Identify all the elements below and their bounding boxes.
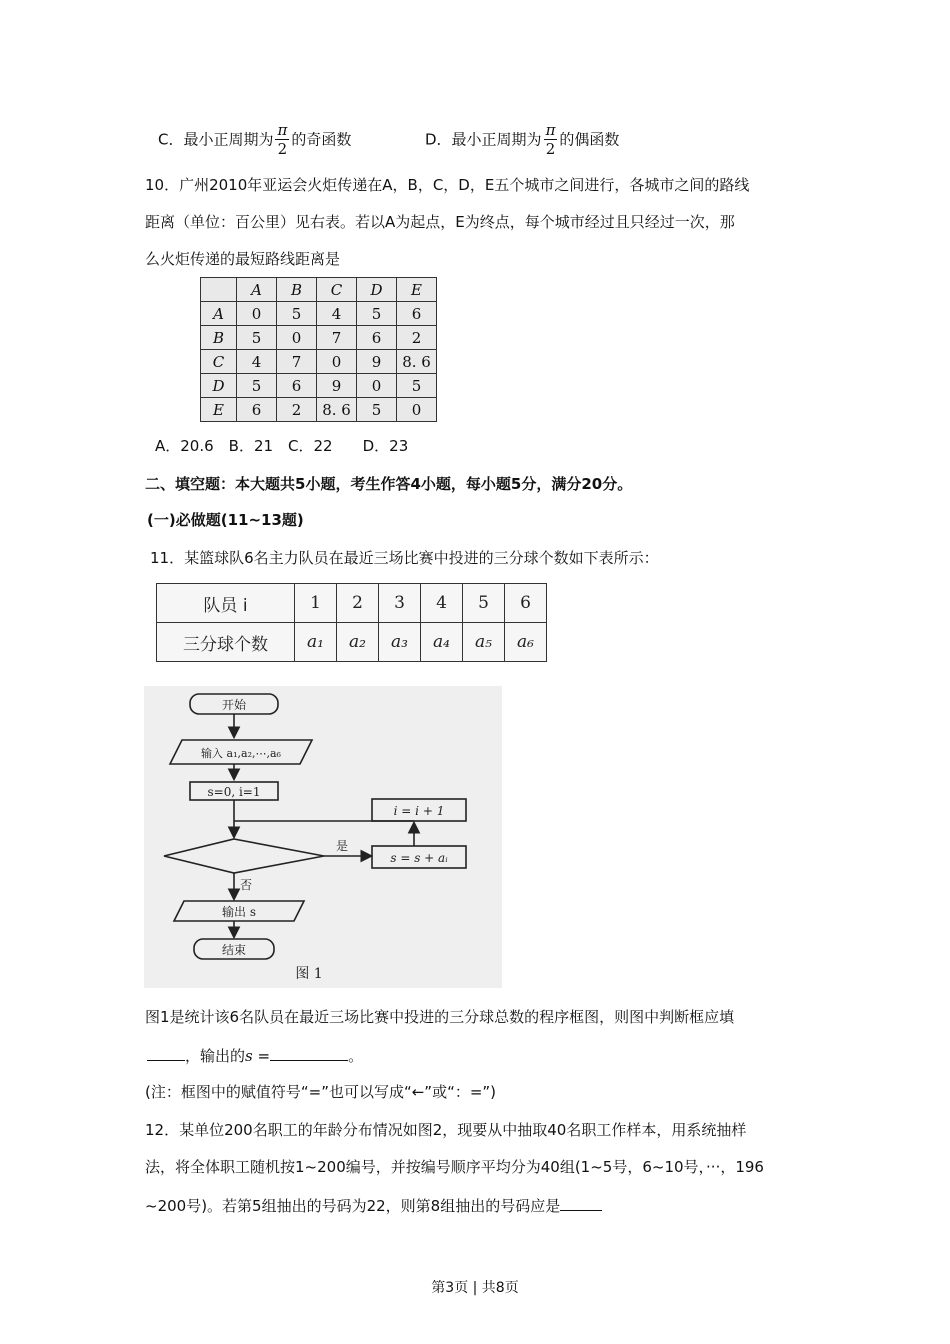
table-cell: 4 — [237, 350, 277, 374]
q11-line-1: 图1是统计该6名队员在最近三场比赛中投进的三分球总数的程序框图，则图中判断框应填 — [145, 1008, 735, 1026]
table-cell: 6 — [397, 302, 437, 326]
table-cell: 0 — [277, 326, 317, 350]
section-heading: 二、填空题：本大题共5小题，考生作答4小题，每小题5分，满分20分。 — [145, 475, 633, 493]
table-cell: a₅ — [463, 623, 505, 662]
flowchart-decision-box — [164, 839, 324, 873]
table-header: E — [397, 278, 437, 302]
section-subheading: (一)必做题(11~13题) — [147, 511, 304, 529]
table-cell: 5 — [277, 302, 317, 326]
table-cell: a₂ — [337, 623, 379, 662]
row-label: D — [201, 374, 237, 398]
table-cell: 1 — [295, 584, 337, 623]
table-cell: 6 — [237, 398, 277, 422]
flowchart-increment-label: i = i + 1 — [393, 804, 445, 818]
table-cell: 2 — [277, 398, 317, 422]
table-header: C — [317, 278, 357, 302]
distance-table — [200, 277, 437, 422]
q12-line-3-text: ~200号)。若第5组抽出的号码为22，则第8组抽出的号码应是 — [145, 1197, 561, 1215]
q11-line-2-text: ，输出的 — [185, 1047, 246, 1065]
table-header: A — [237, 278, 277, 302]
flowchart-svg — [144, 686, 502, 988]
table-cell: 0 — [317, 350, 357, 374]
q10-options: A．20.6 B．21 C．22 D．23 — [155, 437, 409, 455]
table-cell: 5 — [397, 374, 437, 398]
table-cell: 9 — [357, 350, 397, 374]
answer-blank-3[interactable] — [560, 1194, 602, 1211]
option-c-suffix: 的奇函数 — [291, 130, 352, 149]
table-header: D — [357, 278, 397, 302]
table-cell: a₃ — [379, 623, 421, 662]
table-cell: 3 — [379, 584, 421, 623]
table-cell: 6 — [505, 584, 547, 623]
table-cell: 7 — [277, 350, 317, 374]
table-row — [201, 302, 437, 326]
page-footer: 第3页 | 共8页 — [431, 1280, 519, 1296]
q12-line-1: 12．某单位200名职工的年龄分布情况如图2，现要从中抽取40名职工作样本，用系统抽样 — [145, 1121, 747, 1139]
table-cell: 5 — [357, 302, 397, 326]
table-cell: a₄ — [421, 623, 463, 662]
table-cell: 9 — [317, 374, 357, 398]
flowchart-yes-label: 是 — [335, 839, 349, 853]
table-cell: 5 — [237, 326, 277, 350]
row-label: 队员 i — [157, 584, 295, 623]
table-cell: 8. 6 — [317, 398, 357, 422]
flowchart-accumulate-label: s = s + aᵢ — [390, 851, 448, 865]
q10-line-3: 么火炬传递的最短路线距离是 — [145, 250, 341, 268]
table-cell: 6 — [277, 374, 317, 398]
table-cell: 5 — [463, 584, 505, 623]
q12-line-3 — [145, 1194, 602, 1216]
table-cell: 4 — [317, 302, 357, 326]
table-cell: 4 — [421, 584, 463, 623]
flowchart-start-label: 开始 — [221, 698, 247, 712]
option-d-suffix: 的偶函数 — [559, 130, 620, 149]
row-label: E — [201, 398, 237, 422]
q11-note: (注：框图中的赋值符号“=”也可以写成“←”或“：=”) — [145, 1083, 497, 1101]
table-row — [201, 398, 437, 422]
table-cell: 2 — [397, 326, 437, 350]
option-c-prefix: C．最小正周期为 — [158, 130, 274, 149]
table-cell: 2 — [337, 584, 379, 623]
answer-blank-1[interactable] — [147, 1044, 185, 1061]
table-row — [157, 584, 547, 623]
q10-line-1: 10．广州2010年亚运会火炬传递在A，B，C，D，E五个城市之间进行，各城市之间的路线 — [145, 176, 750, 194]
q11-line-2 — [145, 1044, 363, 1066]
fraction-pi-over-2: $\frac{\pi}{2}$ — [545, 121, 556, 158]
table-cell: 6 — [357, 326, 397, 350]
table-row — [157, 623, 547, 662]
flowchart-figure — [144, 686, 502, 988]
q12-line-2: 法，将全体职工随机按1~200编号，并按编号顺序平均分为40组(1~5号，6~10号，···，196 — [145, 1158, 764, 1176]
flowchart-input-label: 输入 a₁,a₂,⋯,a₆ — [201, 747, 281, 760]
option-d-prefix: D．最小正周期为 — [425, 130, 542, 149]
equals-sign: = — [252, 1047, 271, 1065]
table-cell: 0 — [237, 302, 277, 326]
q9-option-c — [158, 121, 351, 161]
fraction-pi-over-2: $\frac{\pi}{2}$ — [277, 121, 288, 158]
q9-option-d — [425, 121, 619, 161]
table-cell: 5 — [237, 374, 277, 398]
table-cell: a₆ — [505, 623, 547, 662]
row-label: 三分球个数 — [157, 623, 295, 662]
table-cell: 7 — [317, 326, 357, 350]
answer-blank-2[interactable] — [270, 1044, 348, 1061]
flowchart-caption: 图 1 — [295, 966, 323, 982]
table-row — [201, 278, 437, 302]
table-cell: 0 — [357, 374, 397, 398]
table-cell — [201, 278, 237, 302]
q11-line-2-end: 。 — [348, 1047, 364, 1065]
row-label: B — [201, 326, 237, 350]
table-header: B — [277, 278, 317, 302]
table-cell: 5 — [357, 398, 397, 422]
q11-stem: 11．某篮球队6名主力队员在最近三场比赛中投进的三分球个数如下表所示： — [150, 549, 659, 567]
table-row — [201, 374, 437, 398]
row-label: A — [201, 302, 237, 326]
flowchart-output-label: 输出 s — [222, 905, 256, 919]
flowchart-no-label: 否 — [239, 878, 253, 892]
table-cell: 0 — [397, 398, 437, 422]
q10-line-2: 距离（单位：百公里）见右表。若以A为起点，E为终点，每个城市经过且只经过一次，那 — [145, 213, 735, 231]
row-label: C — [201, 350, 237, 374]
three-pointer-table — [156, 583, 547, 662]
table-row — [201, 326, 437, 350]
flowchart-init-label: s=0, i=1 — [207, 785, 261, 799]
table-cell: a₁ — [295, 623, 337, 662]
variable-s: s — [245, 1047, 253, 1065]
flowchart-end-label: 结束 — [221, 943, 247, 957]
table-row — [201, 350, 437, 374]
table-cell: 8. 6 — [397, 350, 437, 374]
